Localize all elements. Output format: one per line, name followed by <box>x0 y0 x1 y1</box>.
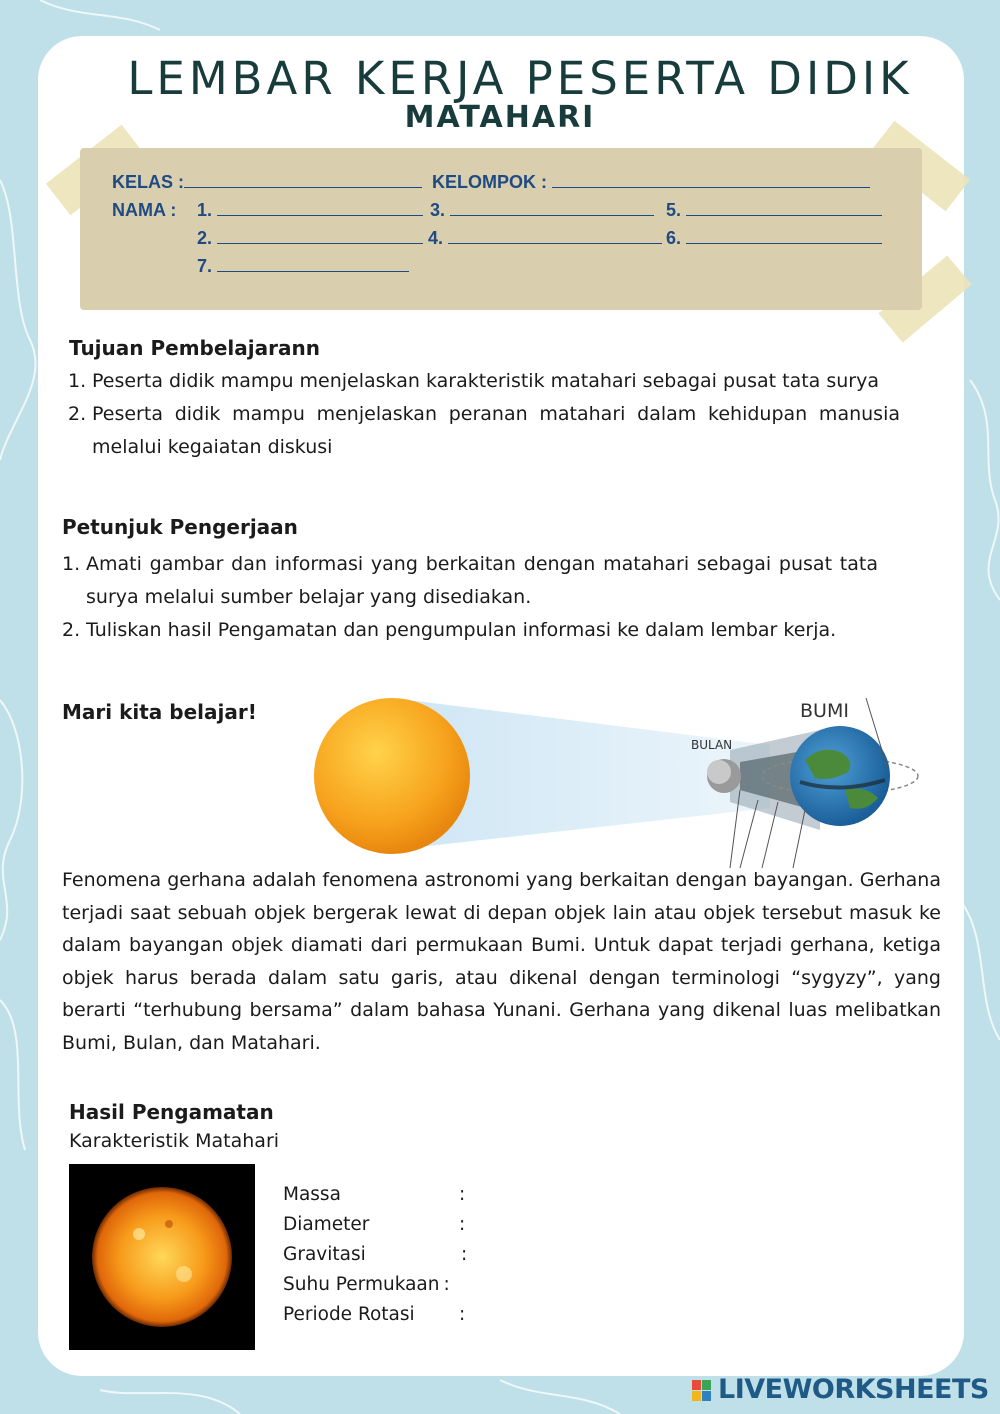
nama-slot-7[interactable] <box>197 256 409 277</box>
nama-slot-4[interactable] <box>428 228 662 249</box>
belajar-heading: Mari kita belajar! <box>62 700 257 724</box>
petunjuk-list <box>62 548 878 647</box>
char-row-suhu: Suhu Permukaan : <box>283 1274 450 1295</box>
earth-label: BUMI <box>800 700 849 722</box>
slot-number: 4. <box>428 228 444 248</box>
nama-slot-3[interactable] <box>430 200 654 221</box>
kelas-field[interactable] <box>112 172 422 193</box>
char-row-massa: Massa : <box>283 1184 466 1205</box>
page-title: LEMBAR KERJA PESERTA DIDIK <box>127 52 913 105</box>
list-item: 2. Peserta didik mampu menjelaskan peranan matahari dalam kehidupan manusia melalui kegaiatan diskusi <box>68 403 900 458</box>
page-subtitle: MATAHARI <box>404 100 596 135</box>
slot-number: 3. <box>430 200 446 220</box>
kelompok-field[interactable] <box>432 172 870 193</box>
kelompok-label: KELOMPOK : <box>432 172 547 192</box>
char-row-gravitasi: Gravitasi : <box>283 1244 468 1265</box>
sun-circle <box>314 698 470 854</box>
nama-label: NAMA : <box>112 200 177 220</box>
list-item: 2. Tuliskan hasil Pengamatan dan pengumpulan informasi ke dalam lembar kerja. <box>62 619 837 641</box>
liveworksheets-brand[interactable]: LIVEWORKSHEETS <box>718 1374 989 1405</box>
nama-slot-2[interactable] <box>197 228 423 249</box>
list-item: 1. Peserta didik mampu menjelaskan karakteristik matahari sebagai pusat tata surya <box>68 370 879 392</box>
nama-slot-6[interactable] <box>666 228 882 249</box>
hasil-heading: Hasil Pengamatan <box>69 1100 274 1124</box>
eclipse-paragraph: Fenomena gerhana adalah fenomena astronomi yang berkaitan dengan bayangan. Gerhana terjadi saat sebuah objek bergerak lewat di depan objek lain atau objek tersebut masuk ke dalam bayangan objek diamati dari permukaan Bumi. Untuk dapat terjadi gerhana, ketiga objek harus berada dalam satu garis, atau dikenal dengan terminologi “sygyzy”, yang berarti “terhubung bersama” dalam bahasa Yunani. Gerhana yang dikenal luas melibatkan Bumi, Bulan, dan Matahari. <box>62 869 941 1054</box>
slot-number: 6. <box>666 228 682 248</box>
slot-number: 1. <box>197 200 213 220</box>
list-item: 1. Amati gambar dan informasi yang berkaitan dengan matahari sebagai pusat tata surya melalui sumber belajar yang disediakan. <box>62 553 878 608</box>
nama-slot-5[interactable] <box>666 200 882 221</box>
sun-photo <box>69 1164 255 1350</box>
petunjuk-heading: Petunjuk Pengerjaan <box>62 515 298 539</box>
moon-label: BULAN <box>691 738 733 752</box>
liveworksheets-logo-icon <box>692 1380 712 1402</box>
slot-number: 2. <box>197 228 213 248</box>
tujuan-list <box>68 365 900 464</box>
kelas-label: KELAS : <box>112 172 184 192</box>
slot-number: 5. <box>666 200 682 220</box>
nama-slot-1[interactable] <box>197 200 423 221</box>
slot-number: 7. <box>197 256 213 276</box>
hasil-subheading: Karakteristik Matahari <box>69 1130 280 1152</box>
tujuan-heading: Tujuan Pembelajarann <box>69 336 320 360</box>
char-row-diameter: Diameter : <box>283 1214 466 1235</box>
char-row-periode: Periode Rotasi : <box>283 1304 466 1325</box>
